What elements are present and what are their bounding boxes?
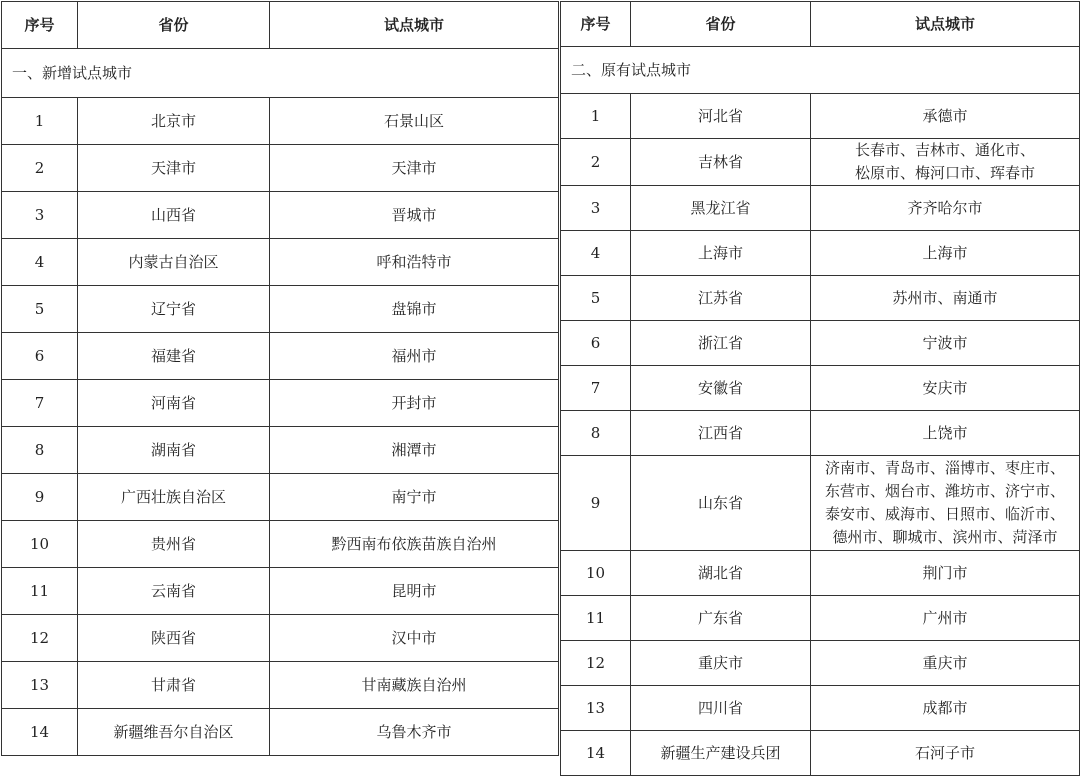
table-header-row [2, 2, 559, 49]
row-province: 河南省 [78, 380, 270, 427]
table-row [2, 286, 559, 333]
row-province: 江苏省 [631, 276, 811, 321]
row-province: 福建省 [78, 333, 270, 380]
row-city [811, 411, 1080, 456]
table-header-row [561, 2, 1080, 47]
row-province: 湖南省 [78, 427, 270, 474]
row-city [811, 94, 1080, 139]
row-city: 湘潭市 [270, 427, 559, 474]
row-province: 天津市 [78, 145, 270, 192]
row-no: 12 [2, 615, 78, 662]
row-province: 新疆维吾尔自治区 [78, 709, 270, 756]
city-line: 齐齐哈尔市 [907, 198, 983, 217]
row-city: 乌鲁木齐市 [270, 709, 559, 756]
table-row [561, 186, 1080, 231]
table-row [2, 568, 559, 615]
row-no: 13 [561, 686, 631, 731]
row-no: 10 [2, 521, 78, 568]
city-line: 安庆市 [922, 378, 968, 397]
row-city [811, 551, 1080, 596]
table-row [2, 380, 559, 427]
table-row [2, 239, 559, 286]
city-line: 上海市 [922, 243, 968, 262]
header-no: 序号 [2, 2, 78, 49]
row-city: 甘南藏族自治州 [270, 662, 559, 709]
row-no: 11 [2, 568, 78, 615]
row-province: 广西壮族自治区 [78, 474, 270, 521]
row-province: 陕西省 [78, 615, 270, 662]
header-province: 省份 [631, 2, 811, 47]
row-no: 4 [561, 231, 631, 276]
row-city: 福州市 [270, 333, 559, 380]
row-no: 10 [561, 551, 631, 596]
table-row [2, 709, 559, 756]
table-row [561, 411, 1080, 456]
row-city: 南宁市 [270, 474, 559, 521]
row-no: 3 [561, 186, 631, 231]
city-line: 东营市、烟台市、潍坊市、济宁市、 [824, 482, 1065, 500]
city-line: 宁波市 [922, 333, 968, 352]
section-title-new: 一、新增试点城市 [2, 49, 559, 98]
header-province: 省份 [78, 2, 270, 49]
table-row [2, 98, 559, 145]
row-city: 晋城市 [270, 192, 559, 239]
city-line: 松原市、梅河口市、珲春市 [854, 164, 1035, 182]
existing-pilot-cities-table [560, 1, 1080, 776]
row-no: 2 [2, 145, 78, 192]
row-no: 12 [561, 641, 631, 686]
row-city: 汉中市 [270, 615, 559, 662]
row-city [811, 596, 1080, 641]
row-province: 北京市 [78, 98, 270, 145]
row-province: 河北省 [631, 94, 811, 139]
table-row [561, 139, 1080, 186]
header-city: 试点城市 [270, 2, 559, 49]
row-province: 贵州省 [78, 521, 270, 568]
table-row [561, 686, 1080, 731]
row-city [811, 731, 1080, 776]
table-row [2, 615, 559, 662]
row-no: 14 [2, 709, 78, 756]
table-row [561, 231, 1080, 276]
row-no: 4 [2, 239, 78, 286]
row-province: 浙江省 [631, 321, 811, 366]
section-row [2, 49, 559, 98]
row-city [811, 456, 1080, 551]
row-no: 8 [2, 427, 78, 474]
city-line: 重庆市 [922, 653, 968, 672]
row-no: 3 [2, 192, 78, 239]
city-line: 长春市、吉林市、通化市、 [854, 141, 1035, 159]
row-city [811, 641, 1080, 686]
row-no: 5 [561, 276, 631, 321]
table-row [561, 366, 1080, 411]
row-city: 开封市 [270, 380, 559, 427]
row-province: 山西省 [78, 192, 270, 239]
row-no: 7 [561, 366, 631, 411]
city-line: 石河子市 [914, 743, 975, 762]
table-row [2, 333, 559, 380]
row-province: 云南省 [78, 568, 270, 615]
row-city: 天津市 [270, 145, 559, 192]
row-city [811, 186, 1080, 231]
table-row [2, 145, 559, 192]
row-no: 11 [561, 596, 631, 641]
row-no: 7 [2, 380, 78, 427]
table-row [561, 551, 1080, 596]
row-city [811, 231, 1080, 276]
city-line: 荆门市 [922, 563, 968, 582]
new-pilot-cities-table [1, 1, 559, 756]
row-province: 山东省 [631, 456, 811, 551]
row-province: 安徽省 [631, 366, 811, 411]
row-city: 盘锦市 [270, 286, 559, 333]
row-province: 广东省 [631, 596, 811, 641]
row-city [811, 686, 1080, 731]
row-city: 石景山区 [270, 98, 559, 145]
existing-pilot-rows [561, 94, 1080, 776]
row-province: 江西省 [631, 411, 811, 456]
row-province: 重庆市 [631, 641, 811, 686]
city-line: 德州市、聊城市、滨州市、菏泽市 [832, 528, 1058, 546]
city-line: 济南市、青岛市、淄博市、枣庄市、 [824, 459, 1065, 477]
city-line: 苏州市、南通市 [892, 288, 998, 307]
row-city [811, 139, 1080, 186]
table-row [2, 474, 559, 521]
row-no: 13 [2, 662, 78, 709]
row-province: 吉林省 [631, 139, 811, 186]
new-pilot-rows [2, 98, 559, 756]
table-row [561, 596, 1080, 641]
row-province: 新疆生产建设兵团 [631, 731, 811, 776]
city-line: 成都市 [922, 698, 968, 717]
table-row [561, 731, 1080, 776]
section-title-existing: 二、原有试点城市 [561, 47, 1080, 94]
city-line: 承德市 [922, 106, 968, 125]
row-city [811, 276, 1080, 321]
row-no: 9 [2, 474, 78, 521]
row-city [811, 321, 1080, 366]
table-row [561, 94, 1080, 139]
row-province: 上海市 [631, 231, 811, 276]
table-row [2, 427, 559, 474]
table-row [561, 641, 1080, 686]
row-no: 14 [561, 731, 631, 776]
table-row [2, 521, 559, 568]
row-city: 黔西南布依族苗族自治州 [270, 521, 559, 568]
row-province: 内蒙古自治区 [78, 239, 270, 286]
row-no: 1 [561, 94, 631, 139]
city-line: 泰安市、威海市、日照市、临沂市、 [824, 505, 1065, 523]
row-city: 昆明市 [270, 568, 559, 615]
row-no: 6 [2, 333, 78, 380]
row-province: 甘肃省 [78, 662, 270, 709]
city-line: 广州市 [922, 608, 968, 627]
table-row [2, 192, 559, 239]
section-row [561, 47, 1080, 94]
row-no: 6 [561, 321, 631, 366]
row-city: 呼和浩特市 [270, 239, 559, 286]
table-row [2, 662, 559, 709]
table-row [561, 276, 1080, 321]
row-no: 2 [561, 139, 631, 186]
city-line: 上饶市 [922, 423, 968, 442]
row-province: 四川省 [631, 686, 811, 731]
table-row [561, 321, 1080, 366]
row-province: 辽宁省 [78, 286, 270, 333]
row-no: 5 [2, 286, 78, 333]
table-row [561, 456, 1080, 551]
row-province: 黑龙江省 [631, 186, 811, 231]
row-province: 湖北省 [631, 551, 811, 596]
row-no: 8 [561, 411, 631, 456]
row-no: 9 [561, 456, 631, 551]
row-city [811, 366, 1080, 411]
row-no: 1 [2, 98, 78, 145]
header-city: 试点城市 [811, 2, 1080, 47]
header-no: 序号 [561, 2, 631, 47]
